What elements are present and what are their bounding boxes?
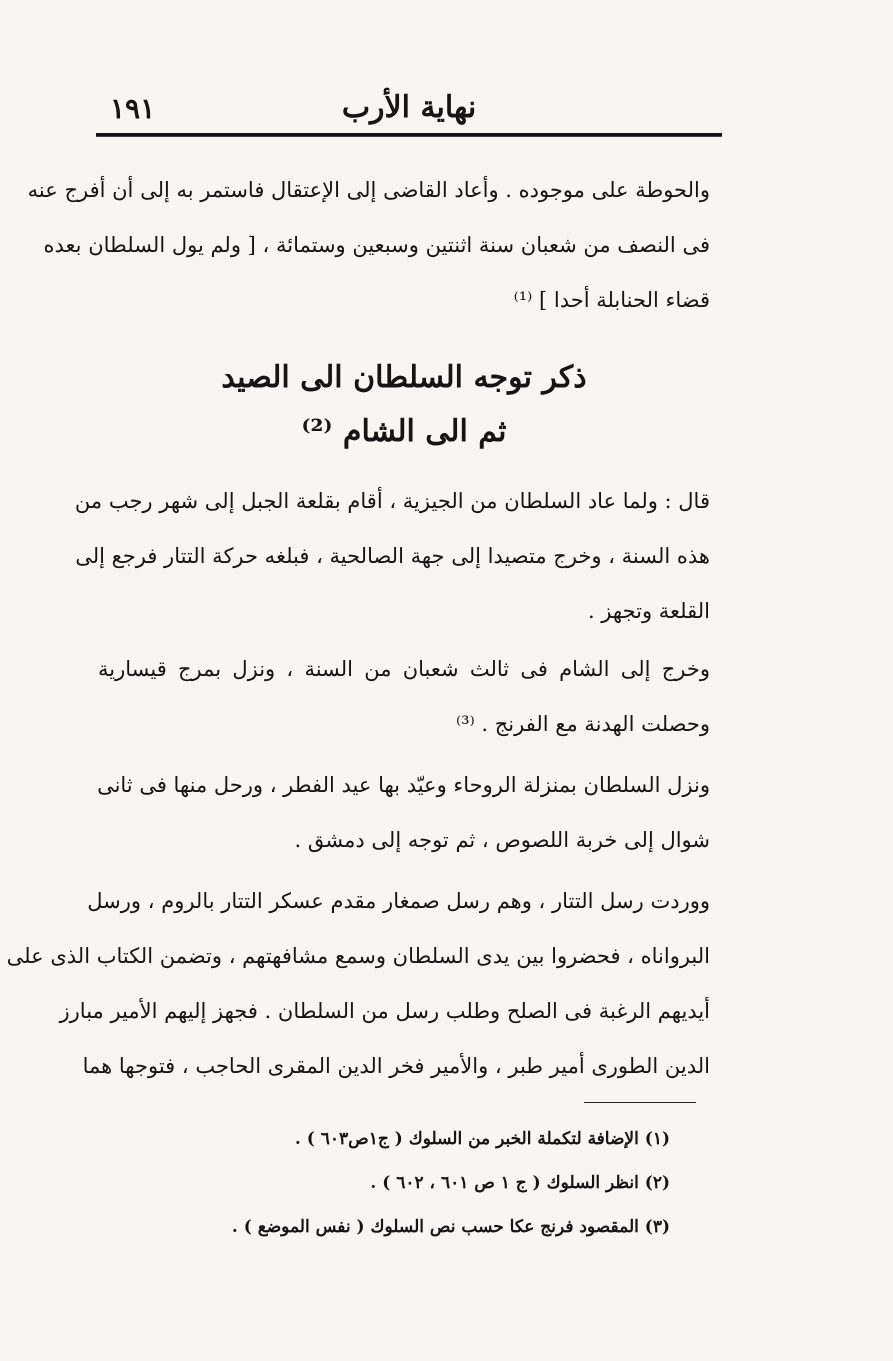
header-rule — [96, 133, 722, 137]
paragraph-1 — [27, 163, 710, 328]
text-line: وحصلت الهدنة مع الفرنج . ⁽³⁾ — [455, 712, 710, 736]
text-line: وخرج إلى الشام فى ثالث شعبان من السنة ، ونزل بمرج قيسارية — [98, 657, 710, 681]
paragraph-5 — [6, 874, 710, 1094]
paragraph-4 — [98, 758, 710, 868]
text-line: هذه السنة ، وخرج متصيدا إلى جهة الصالحية ، فبلغه حركة التتار فرجع إلى — [75, 544, 710, 568]
footnote-1: (١) الإضافة لتكملة الخبر من السلوك ( ج١ص٦٠٣ ) . — [294, 1129, 670, 1149]
text-line: والحوطة على موجوده . وأعاد القاضى إلى الإعتقال فاستمر به إلى أن أفرج عنه — [27, 178, 710, 202]
section-heading-line-2: ثم الى الشام ⁽²⁾ — [301, 414, 507, 449]
text-line: القلعة وتجهز . — [587, 599, 710, 623]
text-line: قال : ولما عاد السلطان من الجيزية ، أقام بقلعة الجبل إلى شهر رجب من — [74, 489, 710, 513]
footnotes — [231, 1117, 670, 1249]
page-number: ١٩١ — [110, 92, 156, 125]
running-title: نهاية الأرب — [341, 90, 477, 125]
text-line: فى النصف من شعبان سنة اثنتين وسبعين وستمائة ، [ ولم يول السلطان بعده — [43, 233, 710, 257]
text-line: شوال إلى خربة اللصوص ، ثم توجه إلى دمشق . — [294, 828, 710, 852]
text-line: أيديهم الرغبة فى الصلح وطلب رسل من السلطان . فجهز إليهم الأمير مبارز — [59, 999, 710, 1023]
text-line: البرواناه ، فحضروا بين يدى السلطان وسمع مشافهتهم ، وتضمن الكتاب الذى على — [6, 944, 710, 968]
text-line: الدين الطورى أمير طبر ، والأمير فخر الدين المقرى الحاجب ، فتوجها هما — [82, 1054, 710, 1078]
page-header — [96, 86, 722, 132]
footnote-rule — [584, 1102, 696, 1103]
paragraph-3 — [98, 642, 710, 752]
paragraph-2 — [74, 474, 710, 639]
footnote-2: (٢) انظر السلوك ( ج ١ ص ٦٠١ ، ٦٠٢ ) . — [370, 1173, 670, 1193]
text-line: ونزل السلطان بمنزلة الروحاء وعيّد بها عيد الفطر ، ورحل منها فى ثانى — [97, 773, 710, 797]
text-line: قضاء الحنابلة أحدا ] ⁽¹⁾ — [513, 288, 710, 312]
footnote-3: (٣) المقصود فرنج عكا حسب نص السلوك ( نفس الموضع ) . — [231, 1217, 670, 1237]
text-line: ووردت رسل التتار ، وهم رسل صمغار مقدم عسكر التتار بالروم ، ورسل — [87, 889, 710, 913]
section-heading-line-1: ذكر توجه السلطان الى الصيد — [221, 360, 587, 395]
